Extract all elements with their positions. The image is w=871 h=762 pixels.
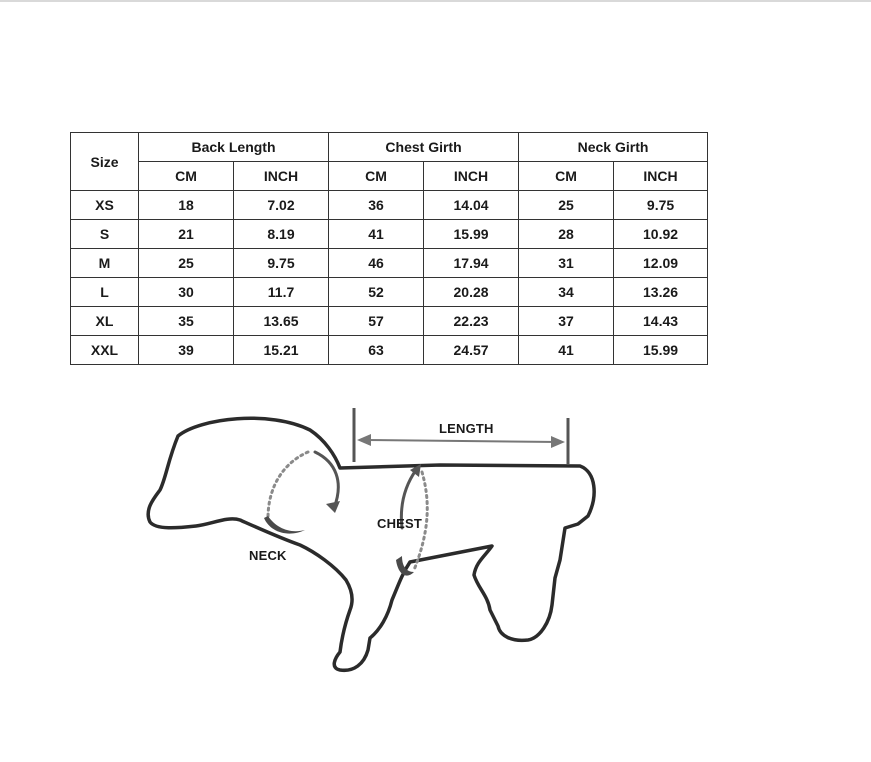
value-cell: 8.19 xyxy=(234,220,329,249)
value-cell: 14.04 xyxy=(424,191,519,220)
unit-header-inch: INCH xyxy=(234,162,329,191)
neck-label: NECK xyxy=(249,548,287,563)
value-cell: 9.75 xyxy=(234,249,329,278)
value-cell: 28 xyxy=(519,220,614,249)
chest-label: CHEST xyxy=(377,516,423,531)
unit-header-inch: INCH xyxy=(614,162,708,191)
value-cell: 13.26 xyxy=(614,278,708,307)
value-cell: 24.57 xyxy=(424,336,519,365)
value-cell: 11.7 xyxy=(234,278,329,307)
value-cell: 35 xyxy=(139,307,234,336)
table-row xyxy=(71,307,708,336)
value-cell: 15.21 xyxy=(234,336,329,365)
table-row xyxy=(71,336,708,365)
value-cell: 15.99 xyxy=(424,220,519,249)
size-cell: M xyxy=(71,249,139,278)
unit-header-inch: INCH xyxy=(424,162,519,191)
size-cell: XL xyxy=(71,307,139,336)
group-header-row xyxy=(71,133,708,162)
size-chart-table xyxy=(70,132,708,365)
value-cell: 18 xyxy=(139,191,234,220)
value-cell: 17.94 xyxy=(424,249,519,278)
value-cell: 22.23 xyxy=(424,307,519,336)
value-cell: 37 xyxy=(519,307,614,336)
value-cell: 31 xyxy=(519,249,614,278)
value-cell: 36 xyxy=(329,191,424,220)
dog-diagram-svg xyxy=(140,400,610,690)
table-row xyxy=(71,191,708,220)
length-arrowhead-left xyxy=(357,434,371,446)
value-cell: 34 xyxy=(519,278,614,307)
size-cell: XS xyxy=(71,191,139,220)
unit-header-cm: CM xyxy=(519,162,614,191)
value-cell: 21 xyxy=(139,220,234,249)
value-cell: 25 xyxy=(139,249,234,278)
value-cell: 39 xyxy=(139,336,234,365)
neck-dotted-loop xyxy=(268,452,308,518)
value-cell: 41 xyxy=(519,336,614,365)
length-arrowhead-right xyxy=(551,436,565,448)
value-cell: 52 xyxy=(329,278,424,307)
table-row xyxy=(71,249,708,278)
value-cell: 14.43 xyxy=(614,307,708,336)
value-cell: 63 xyxy=(329,336,424,365)
neck-girth-header: Neck Girth xyxy=(519,133,708,162)
back-length-header: Back Length xyxy=(139,133,329,162)
unit-header-row xyxy=(71,162,708,191)
value-cell: 7.02 xyxy=(234,191,329,220)
top-divider xyxy=(0,0,871,2)
unit-header-cm: CM xyxy=(139,162,234,191)
table-row xyxy=(71,278,708,307)
value-cell: 41 xyxy=(329,220,424,249)
value-cell: 20.28 xyxy=(424,278,519,307)
size-cell: XXL xyxy=(71,336,139,365)
unit-header-cm: CM xyxy=(329,162,424,191)
value-cell: 57 xyxy=(329,307,424,336)
length-label: LENGTH xyxy=(439,421,494,436)
value-cell: 15.99 xyxy=(614,336,708,365)
size-header: Size xyxy=(71,133,139,191)
dog-outline xyxy=(148,418,594,670)
value-cell: 10.92 xyxy=(614,220,708,249)
size-cell: S xyxy=(71,220,139,249)
value-cell: 46 xyxy=(329,249,424,278)
chest-girth-header: Chest Girth xyxy=(329,133,519,162)
length-arrow-line xyxy=(364,440,558,442)
value-cell: 9.75 xyxy=(614,191,708,220)
chest-curve-shade xyxy=(396,556,414,576)
dog-measurement-diagram xyxy=(140,400,610,690)
table-row xyxy=(71,220,708,249)
value-cell: 25 xyxy=(519,191,614,220)
neck-curve-shade xyxy=(264,516,305,534)
value-cell: 30 xyxy=(139,278,234,307)
size-cell: L xyxy=(71,278,139,307)
value-cell: 13.65 xyxy=(234,307,329,336)
value-cell: 12.09 xyxy=(614,249,708,278)
neck-arrowhead xyxy=(326,501,340,513)
